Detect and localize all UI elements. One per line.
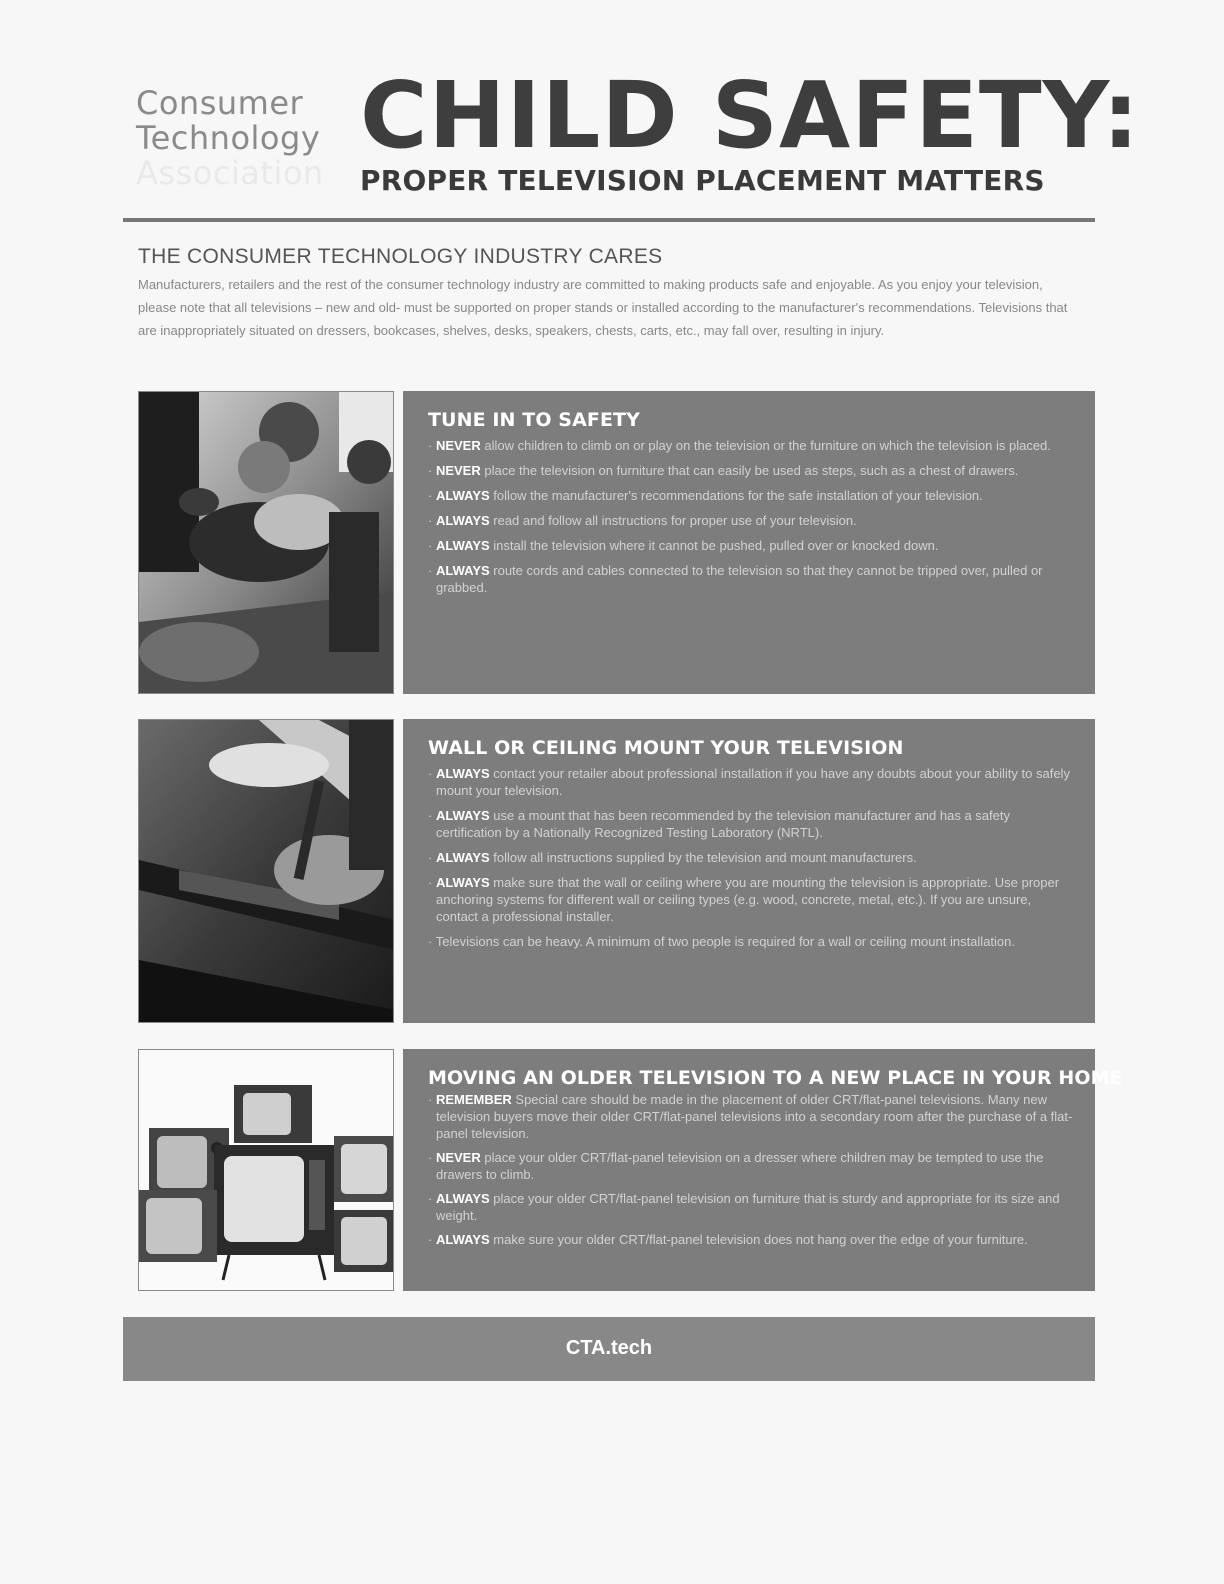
bullet-item: · Televisions can be heavy. A minimum of two people is required for a wall or ceiling mount installation. (428, 934, 1015, 949)
page-title: CHILD SAFETY: (360, 62, 1141, 169)
bullet-item: · ALWAYS make sure your older CRT/flat-panel television does not hang over the edge of your furniture. (428, 1232, 1028, 1247)
bullet-item: · NEVER place your older CRT/flat-panel television on a dresser where children may be tempted to use the drawers to climb. (428, 1150, 1044, 1182)
wall-mount-install-photo (138, 719, 394, 1023)
old-televisions-photo (138, 1049, 394, 1291)
mount-photo-illustration (139, 720, 394, 1023)
bullet-item: · ALWAYS install the television where it cannot be pushed, pulled over or knocked down. (428, 538, 939, 553)
footer-bar (123, 1317, 1095, 1381)
bullet-item: · NEVER place the television on furniture that can easily be used as steps, such as a chest of drawers. (428, 463, 1019, 478)
cta-logo (136, 86, 324, 191)
intro-body: Manufacturers, retailers and the rest of the consumer technology industry are committed to making products safe and enjoyable. As you enjoy your television, please note that all televisions – new and old- must be supported on proper stands or installed according to the manufacturer's recommendations. Televisions that are inappropriately situated on dressers, bookcases, shelves, desks, speakers, chests, carts, etc., may fall over, resulting in injury. (138, 277, 1068, 338)
section-heading: MOVING AN OLDER TELEVISION TO A NEW PLACE IN YOUR HOME (428, 1067, 1123, 1089)
family-watching-tv-photo (138, 391, 394, 694)
section-heading: TUNE IN TO SAFETY (428, 409, 640, 431)
bullet-item: · ALWAYS place your older CRT/flat-panel television on furniture that is sturdy and appropriate for its size and weight. (428, 1191, 1060, 1223)
section-moving-older-television (403, 1049, 1123, 1291)
logo-line-1: Consumer (136, 84, 304, 122)
family-photo-illustration (139, 392, 394, 694)
old-tvs-illustration (139, 1050, 394, 1291)
bullet-item: · ALWAYS contact your retailer about professional installation if you have any doubts about your ability to safely mount your television. (428, 766, 1070, 798)
page-subtitle: PROPER TELEVISION PLACEMENT MATTERS (360, 164, 1045, 197)
bullet-item: · REMEMBER Special care should be made in the placement of older CRT/flat-panel televisions. Many new television buyers move their older CRT/flat-panel televisions into a secondary room after the purchase of a flat-panel television. (428, 1092, 1073, 1141)
intro-heading: THE CONSUMER TECHNOLOGY INDUSTRY CARES (138, 245, 663, 268)
section-heading: WALL OR CEILING MOUNT YOUR TELEVISION (428, 737, 904, 759)
bullet-item: · ALWAYS make sure that the wall or ceiling where you are mounting the television is appropriate. Use proper anchoring systems for different wall or ceiling types (e.g. wood, concrete, metal, etc.). If you are unsure, contact a professional installer. (428, 875, 1060, 924)
logo-line-3: Association (136, 154, 324, 192)
section-tune-in-to-safety (403, 391, 1095, 694)
bullet-item: · NEVER allow children to climb on or play on the television or the furniture on which the television is placed. (428, 438, 1051, 453)
logo-line-2: Technology (136, 119, 321, 157)
cta-website-link[interactable]: CTA.tech (565, 1337, 653, 1359)
section-wall-or-ceiling-mount (403, 719, 1095, 1023)
header-divider (123, 218, 1095, 222)
bullet-item: · ALWAYS follow all instructions supplied by the television and mount manufacturers. (428, 850, 917, 865)
bullet-item: · ALWAYS route cords and cables connected to the television so that they cannot be tripped over, pulled or grabbed. (428, 563, 1043, 595)
bullet-item: · ALWAYS follow the manufacturer's recommendations for the safe installation of your television. (428, 488, 983, 503)
bullet-item: · ALWAYS read and follow all instructions for proper use of your television. (428, 513, 857, 528)
bullet-item: · ALWAYS use a mount that has been recommended by the television manufacturer and has a safety certification by a Nationally Recognized Testing Laboratory (NRTL). (428, 808, 1010, 840)
